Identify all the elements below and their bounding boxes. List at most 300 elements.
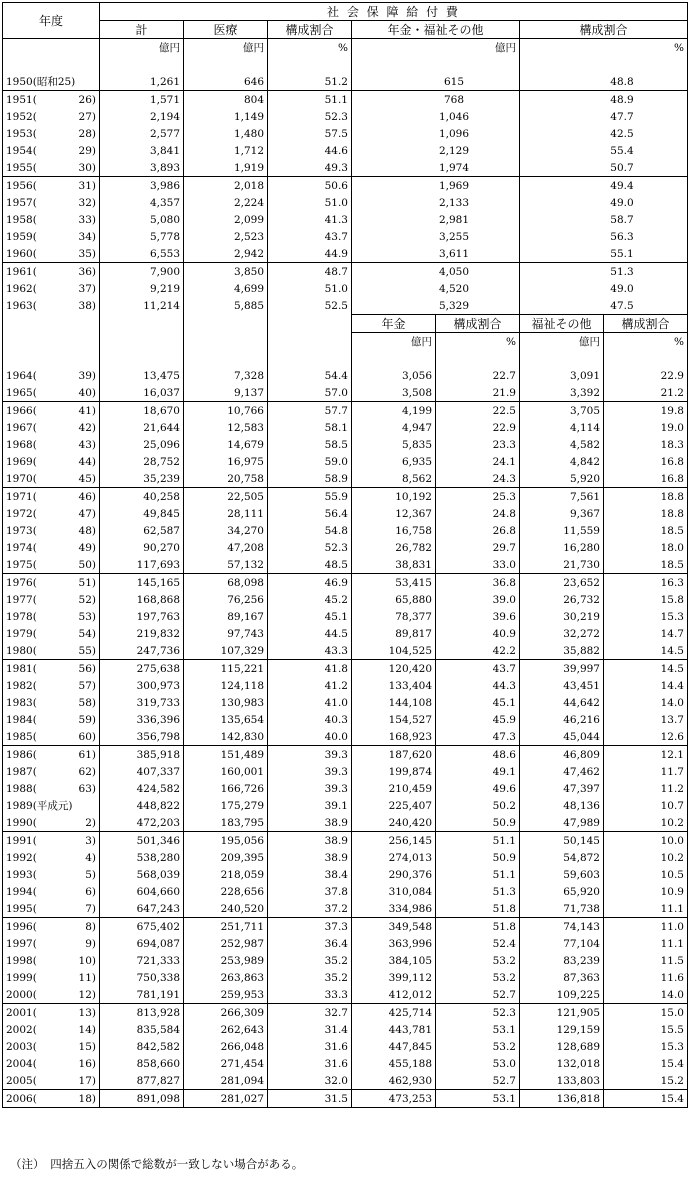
welfare-share-cell: 18.3 xyxy=(604,436,688,453)
era-year: 7) xyxy=(85,902,96,915)
col-welfare-share: 構成割合 xyxy=(604,315,688,333)
unit-label: 億円 xyxy=(184,39,268,57)
total-cell: 472,203 xyxy=(100,814,184,832)
medical-cell: 107,329 xyxy=(184,642,268,660)
share-cell: 45.1 xyxy=(268,608,352,625)
year-label: 1960( xyxy=(6,247,37,260)
welfare-cell: 32,272 xyxy=(520,625,604,642)
medical-cell: 281,094 xyxy=(184,1072,268,1090)
table-row xyxy=(3,866,688,883)
year-cell xyxy=(3,780,100,797)
year-label: 1971( xyxy=(6,490,37,503)
pension-welfare-cell: 1,974 xyxy=(352,159,520,177)
welfare-cell: 16,280 xyxy=(520,539,604,556)
welfare-cell: 129,159 xyxy=(520,1021,604,1038)
table-row xyxy=(3,470,688,488)
era-year: 62) xyxy=(78,765,96,778)
pension-cell: 384,105 xyxy=(352,952,436,969)
year-cell xyxy=(3,608,100,625)
medical-cell: 2,099 xyxy=(184,211,268,228)
col-medical: 医療 xyxy=(184,21,268,39)
total-cell: 219,832 xyxy=(100,625,184,642)
pension-cell: 8,562 xyxy=(352,470,436,488)
share2-cell: 49.0 xyxy=(520,280,688,297)
year-cell xyxy=(3,194,100,211)
share-cell: 37.2 xyxy=(268,900,352,918)
era-year: 30) xyxy=(78,161,96,174)
pension-cell: 363,996 xyxy=(352,935,436,952)
total-cell: 842,582 xyxy=(100,1038,184,1055)
year-cell xyxy=(3,522,100,539)
share-cell: 39.3 xyxy=(268,780,352,797)
year-cell xyxy=(3,228,100,245)
welfare-share-cell: 16.8 xyxy=(604,470,688,488)
welfare-cell: 30,219 xyxy=(520,608,604,625)
table-row xyxy=(3,91,688,109)
medical-cell: 22,505 xyxy=(184,488,268,506)
year-label: 1957( xyxy=(6,196,37,209)
medical-cell: 57,132 xyxy=(184,556,268,574)
year-label: 1998( xyxy=(6,954,37,967)
year-label: 1977( xyxy=(6,593,37,606)
welfare-share-cell: 14.4 xyxy=(604,677,688,694)
year-cell xyxy=(3,986,100,1004)
medical-cell: 2,942 xyxy=(184,245,268,263)
welfare-share-cell: 14.5 xyxy=(604,642,688,660)
share-cell: 58.5 xyxy=(268,436,352,453)
table-row xyxy=(3,763,688,780)
welfare-cell: 46,216 xyxy=(520,711,604,728)
pension-welfare-cell: 1,046 xyxy=(352,108,520,125)
table-row xyxy=(3,297,688,315)
total-cell: 40,258 xyxy=(100,488,184,506)
year-label: 1974( xyxy=(6,541,37,554)
table-row xyxy=(3,591,688,608)
total-cell: 9,219 xyxy=(100,280,184,297)
pension-welfare-cell: 5,329 xyxy=(352,297,520,315)
total-cell: 247,736 xyxy=(100,642,184,660)
table-row xyxy=(3,419,688,436)
total-cell: 538,280 xyxy=(100,849,184,866)
year-cell xyxy=(3,660,100,678)
total-cell: 604,660 xyxy=(100,883,184,900)
welfare-share-cell: 11.6 xyxy=(604,969,688,986)
share-cell: 32.7 xyxy=(268,1004,352,1022)
share-cell: 38.9 xyxy=(268,814,352,832)
welfare-share-cell: 12.6 xyxy=(604,728,688,746)
share-cell: 41.2 xyxy=(268,677,352,694)
col-pension: 年金 xyxy=(352,315,436,333)
year-cell xyxy=(3,73,100,91)
era-year: 37) xyxy=(78,282,96,295)
medical-cell: 2,018 xyxy=(184,177,268,195)
table-row xyxy=(3,918,688,936)
era-year: 45) xyxy=(78,472,96,485)
table-row xyxy=(3,574,688,592)
era-year: 48) xyxy=(78,524,96,537)
welfare-cell: 4,842 xyxy=(520,453,604,470)
welfare-cell: 3,091 xyxy=(520,367,604,384)
era-year: 51) xyxy=(78,576,96,589)
pension-cell: 154,527 xyxy=(352,711,436,728)
year-cell xyxy=(3,436,100,453)
col-pension-share: 構成割合 xyxy=(436,315,520,333)
era-year: 18) xyxy=(78,1092,96,1105)
year-cell xyxy=(3,1055,100,1072)
year-label: 1992( xyxy=(6,851,37,864)
year-cell xyxy=(3,505,100,522)
share-cell: 50.6 xyxy=(268,177,352,195)
year-label: 1993( xyxy=(6,868,37,881)
welfare-cell: 7,561 xyxy=(520,488,604,506)
welfare-share-cell: 19.0 xyxy=(604,419,688,436)
col-pension-welfare: 年金・福祉その他 xyxy=(352,21,520,39)
footnote: （注） 四捨五入の関係で総数が一致しない場合がある。 xyxy=(10,1157,304,1171)
year-label: 1990( xyxy=(6,816,37,829)
table-row xyxy=(3,245,688,263)
pension-cell: 412,012 xyxy=(352,986,436,1004)
share-cell: 49.3 xyxy=(268,159,352,177)
col-welfare: 福祉その他 xyxy=(520,315,604,333)
year-label: 1988( xyxy=(6,782,37,795)
pension-share-cell: 52.3 xyxy=(436,1004,520,1022)
share-cell: 54.8 xyxy=(268,522,352,539)
total-cell: 877,827 xyxy=(100,1072,184,1090)
table-row xyxy=(3,660,688,678)
welfare-share-cell: 19.8 xyxy=(604,402,688,420)
year-label: 1969( xyxy=(6,455,37,468)
era-year: 44) xyxy=(78,455,96,468)
welfare-cell: 121,905 xyxy=(520,1004,604,1022)
table-row xyxy=(3,367,688,384)
pension-welfare-cell: 615 xyxy=(352,73,520,91)
total-cell: 13,475 xyxy=(100,367,184,384)
medical-cell: 1,712 xyxy=(184,142,268,159)
pension-welfare-cell: 3,611 xyxy=(352,245,520,263)
welfare-cell: 44,642 xyxy=(520,694,604,711)
welfare-cell: 77,104 xyxy=(520,935,604,952)
pension-cell: 5,835 xyxy=(352,436,436,453)
pension-share-cell: 39.0 xyxy=(436,591,520,608)
year-label: 1989(平成元) xyxy=(6,799,73,812)
year-label: 1985( xyxy=(6,730,37,743)
welfare-cell: 87,363 xyxy=(520,969,604,986)
share-cell: 43.7 xyxy=(268,228,352,245)
pension-welfare-cell: 1,969 xyxy=(352,177,520,195)
year-cell xyxy=(3,832,100,850)
pension-cell: 65,880 xyxy=(352,591,436,608)
total-cell: 3,893 xyxy=(100,159,184,177)
pension-welfare-cell: 768 xyxy=(352,91,520,109)
welfare-share-cell: 11.1 xyxy=(604,935,688,952)
pension-share-cell: 39.6 xyxy=(436,608,520,625)
welfare-cell: 83,239 xyxy=(520,952,604,969)
pension-cell: 256,145 xyxy=(352,832,436,850)
total-cell: 2,194 xyxy=(100,108,184,125)
year-label: 1976( xyxy=(6,576,37,589)
year-label: 1951( xyxy=(6,93,37,106)
era-year: 15) xyxy=(78,1040,96,1053)
share-cell: 51.2 xyxy=(268,73,352,91)
table-row xyxy=(3,280,688,297)
table-row xyxy=(3,125,688,142)
medical-cell: 2,523 xyxy=(184,228,268,245)
pension-cell: 26,782 xyxy=(352,539,436,556)
year-header: 年度 xyxy=(3,3,100,39)
year-label: 1982( xyxy=(6,679,37,692)
table-row xyxy=(3,849,688,866)
share-cell: 37.8 xyxy=(268,883,352,900)
share-cell: 35.2 xyxy=(268,969,352,986)
era-year: 63) xyxy=(78,782,96,795)
share-cell: 31.6 xyxy=(268,1038,352,1055)
table-row xyxy=(3,780,688,797)
year-label: 1979( xyxy=(6,627,37,640)
table-row xyxy=(3,900,688,918)
pension-share-cell: 53.0 xyxy=(436,1055,520,1072)
welfare-share-cell: 18.0 xyxy=(604,539,688,556)
year-label: 1953( xyxy=(6,127,37,140)
medical-cell: 175,279 xyxy=(184,797,268,814)
total-cell: 3,841 xyxy=(100,142,184,159)
year-label: 1967( xyxy=(6,421,37,434)
table-row xyxy=(3,522,688,539)
medical-cell: 228,656 xyxy=(184,883,268,900)
pension-cell: 399,112 xyxy=(352,969,436,986)
year-cell xyxy=(3,211,100,228)
table-row xyxy=(3,1055,688,1072)
medical-cell: 1,919 xyxy=(184,159,268,177)
era-year: 5) xyxy=(85,868,96,881)
total-cell: 1,261 xyxy=(100,73,184,91)
total-cell: 6,553 xyxy=(100,245,184,263)
welfare-share-cell: 11.5 xyxy=(604,952,688,969)
pension-cell: 4,199 xyxy=(352,402,436,420)
table-row xyxy=(3,1004,688,1022)
year-label: 1970( xyxy=(6,472,37,485)
year-label: 1978( xyxy=(6,610,37,623)
share-cell: 56.4 xyxy=(268,505,352,522)
unit-label: 億円 xyxy=(352,333,436,351)
total-cell: 750,338 xyxy=(100,969,184,986)
share-cell: 51.1 xyxy=(268,91,352,109)
year-cell xyxy=(3,556,100,574)
welfare-share-cell: 15.4 xyxy=(604,1090,688,1108)
share-cell: 40.0 xyxy=(268,728,352,746)
medical-cell: 12,583 xyxy=(184,419,268,436)
total-cell: 448,822 xyxy=(100,797,184,814)
year-cell xyxy=(3,1021,100,1038)
share2-cell: 48.8 xyxy=(520,73,688,91)
welfare-cell: 43,451 xyxy=(520,677,604,694)
era-year: 50) xyxy=(78,558,96,571)
share2-cell: 55.1 xyxy=(520,245,688,263)
era-year: 61) xyxy=(78,748,96,761)
pension-cell: 144,108 xyxy=(352,694,436,711)
year-label: 1965( xyxy=(6,386,37,399)
welfare-cell: 65,920 xyxy=(520,883,604,900)
welfare-share-cell: 14.7 xyxy=(604,625,688,642)
welfare-cell: 35,882 xyxy=(520,642,604,660)
share-cell: 39.1 xyxy=(268,797,352,814)
total-cell: 835,584 xyxy=(100,1021,184,1038)
era-year: 27) xyxy=(78,110,96,123)
era-year: 35) xyxy=(78,247,96,260)
total-cell: 694,087 xyxy=(100,935,184,952)
pension-share-cell: 53.2 xyxy=(436,952,520,969)
medical-cell: 151,489 xyxy=(184,746,268,764)
medical-cell: 115,221 xyxy=(184,660,268,678)
medical-cell: 218,059 xyxy=(184,866,268,883)
table-row xyxy=(3,539,688,556)
welfare-share-cell: 15.3 xyxy=(604,1038,688,1055)
era-year: 31) xyxy=(78,179,96,192)
pension-share-cell: 53.1 xyxy=(436,1090,520,1108)
pension-welfare-cell: 2,129 xyxy=(352,142,520,159)
pension-share-cell: 33.0 xyxy=(436,556,520,574)
share-cell: 41.8 xyxy=(268,660,352,678)
pension-share-cell: 36.8 xyxy=(436,574,520,592)
pension-cell: 104,525 xyxy=(352,642,436,660)
welfare-share-cell: 11.7 xyxy=(604,763,688,780)
pension-share-cell: 51.3 xyxy=(436,883,520,900)
pension-share-cell: 51.8 xyxy=(436,900,520,918)
welfare-share-cell: 11.2 xyxy=(604,780,688,797)
era-year: 59) xyxy=(78,713,96,726)
pension-cell: 10,192 xyxy=(352,488,436,506)
table-row xyxy=(3,746,688,764)
year-label: 2000( xyxy=(6,988,37,1001)
year-cell xyxy=(3,263,100,281)
welfare-cell: 46,809 xyxy=(520,746,604,764)
year-cell xyxy=(3,539,100,556)
table-row xyxy=(3,625,688,642)
welfare-cell: 9,367 xyxy=(520,505,604,522)
total-cell: 319,733 xyxy=(100,694,184,711)
medical-cell: 183,795 xyxy=(184,814,268,832)
welfare-share-cell: 18.8 xyxy=(604,505,688,522)
table-row xyxy=(3,814,688,832)
pension-cell: 274,013 xyxy=(352,849,436,866)
table-row xyxy=(3,436,688,453)
medical-cell: 3,850 xyxy=(184,263,268,281)
era-year: 42) xyxy=(78,421,96,434)
pension-cell: 455,188 xyxy=(352,1055,436,1072)
table-row xyxy=(3,194,688,211)
era-year: 46) xyxy=(78,490,96,503)
welfare-cell: 136,818 xyxy=(520,1090,604,1108)
welfare-cell: 23,652 xyxy=(520,574,604,592)
share-cell: 39.3 xyxy=(268,746,352,764)
welfare-cell: 74,143 xyxy=(520,918,604,936)
era-year: 3) xyxy=(85,834,96,847)
year-label: 2005( xyxy=(6,1074,37,1087)
total-cell: 781,191 xyxy=(100,986,184,1004)
era-year: 40) xyxy=(78,386,96,399)
year-cell xyxy=(3,797,100,814)
table-row xyxy=(3,263,688,281)
pension-share-cell: 26.8 xyxy=(436,522,520,539)
welfare-share-cell: 10.9 xyxy=(604,883,688,900)
year-cell xyxy=(3,574,100,592)
year-label: 1964( xyxy=(6,369,37,382)
year-cell xyxy=(3,935,100,952)
era-year: 55) xyxy=(78,644,96,657)
year-cell xyxy=(3,177,100,195)
col-total: 計 xyxy=(100,21,184,39)
era-year: 33) xyxy=(78,213,96,226)
medical-cell: 142,830 xyxy=(184,728,268,746)
pension-share-cell: 45.1 xyxy=(436,694,520,711)
welfare-cell: 132,018 xyxy=(520,1055,604,1072)
pension-share-cell: 50.2 xyxy=(436,797,520,814)
medical-cell: 124,118 xyxy=(184,677,268,694)
share-cell: 41.3 xyxy=(268,211,352,228)
year-cell xyxy=(3,1004,100,1022)
pension-cell: 3,056 xyxy=(352,367,436,384)
share-cell: 48.7 xyxy=(268,263,352,281)
year-label: 2003( xyxy=(6,1040,37,1053)
year-cell xyxy=(3,866,100,883)
era-year: 52) xyxy=(78,593,96,606)
share-cell: 44.5 xyxy=(268,625,352,642)
pension-share-cell: 22.7 xyxy=(436,367,520,384)
year-label: 1973( xyxy=(6,524,37,537)
medical-cell: 97,743 xyxy=(184,625,268,642)
total-cell: 117,693 xyxy=(100,556,184,574)
year-cell xyxy=(3,1090,100,1108)
pension-welfare-cell: 4,050 xyxy=(352,263,520,281)
total-cell: 168,868 xyxy=(100,591,184,608)
pension-welfare-cell: 2,133 xyxy=(352,194,520,211)
share-cell: 58.1 xyxy=(268,419,352,436)
share-cell: 31.4 xyxy=(268,1021,352,1038)
welfare-share-cell: 15.3 xyxy=(604,608,688,625)
pension-cell: 240,420 xyxy=(352,814,436,832)
era-year: 60) xyxy=(78,730,96,743)
pension-share-cell: 24.3 xyxy=(436,470,520,488)
share2-cell: 55.4 xyxy=(520,142,688,159)
welfare-cell: 21,730 xyxy=(520,556,604,574)
welfare-cell: 128,689 xyxy=(520,1038,604,1055)
era-year: 11) xyxy=(78,971,96,984)
year-cell xyxy=(3,453,100,470)
pension-cell: 38,831 xyxy=(352,556,436,574)
welfare-share-cell: 22.9 xyxy=(604,367,688,384)
welfare-share-cell: 15.8 xyxy=(604,591,688,608)
total-cell: 385,918 xyxy=(100,746,184,764)
year-cell xyxy=(3,142,100,159)
year-label: 1984( xyxy=(6,713,37,726)
share-cell: 58.9 xyxy=(268,470,352,488)
year-label: 1972( xyxy=(6,507,37,520)
year-label: 1950(昭和25) xyxy=(6,75,76,88)
table-row xyxy=(3,1038,688,1055)
medical-cell: 253,989 xyxy=(184,952,268,969)
table-title: 社 会 保 障 給 付 費 xyxy=(100,3,688,21)
share-cell: 46.9 xyxy=(268,574,352,592)
year-cell xyxy=(3,280,100,297)
era-year: 9) xyxy=(85,937,96,950)
welfare-share-cell: 14.5 xyxy=(604,660,688,678)
share2-cell: 49.4 xyxy=(520,177,688,195)
total-cell: 721,333 xyxy=(100,952,184,969)
welfare-share-cell: 16.3 xyxy=(604,574,688,592)
table-row xyxy=(3,505,688,522)
total-cell: 18,670 xyxy=(100,402,184,420)
total-cell: 1,571 xyxy=(100,91,184,109)
pension-cell: 334,986 xyxy=(352,900,436,918)
